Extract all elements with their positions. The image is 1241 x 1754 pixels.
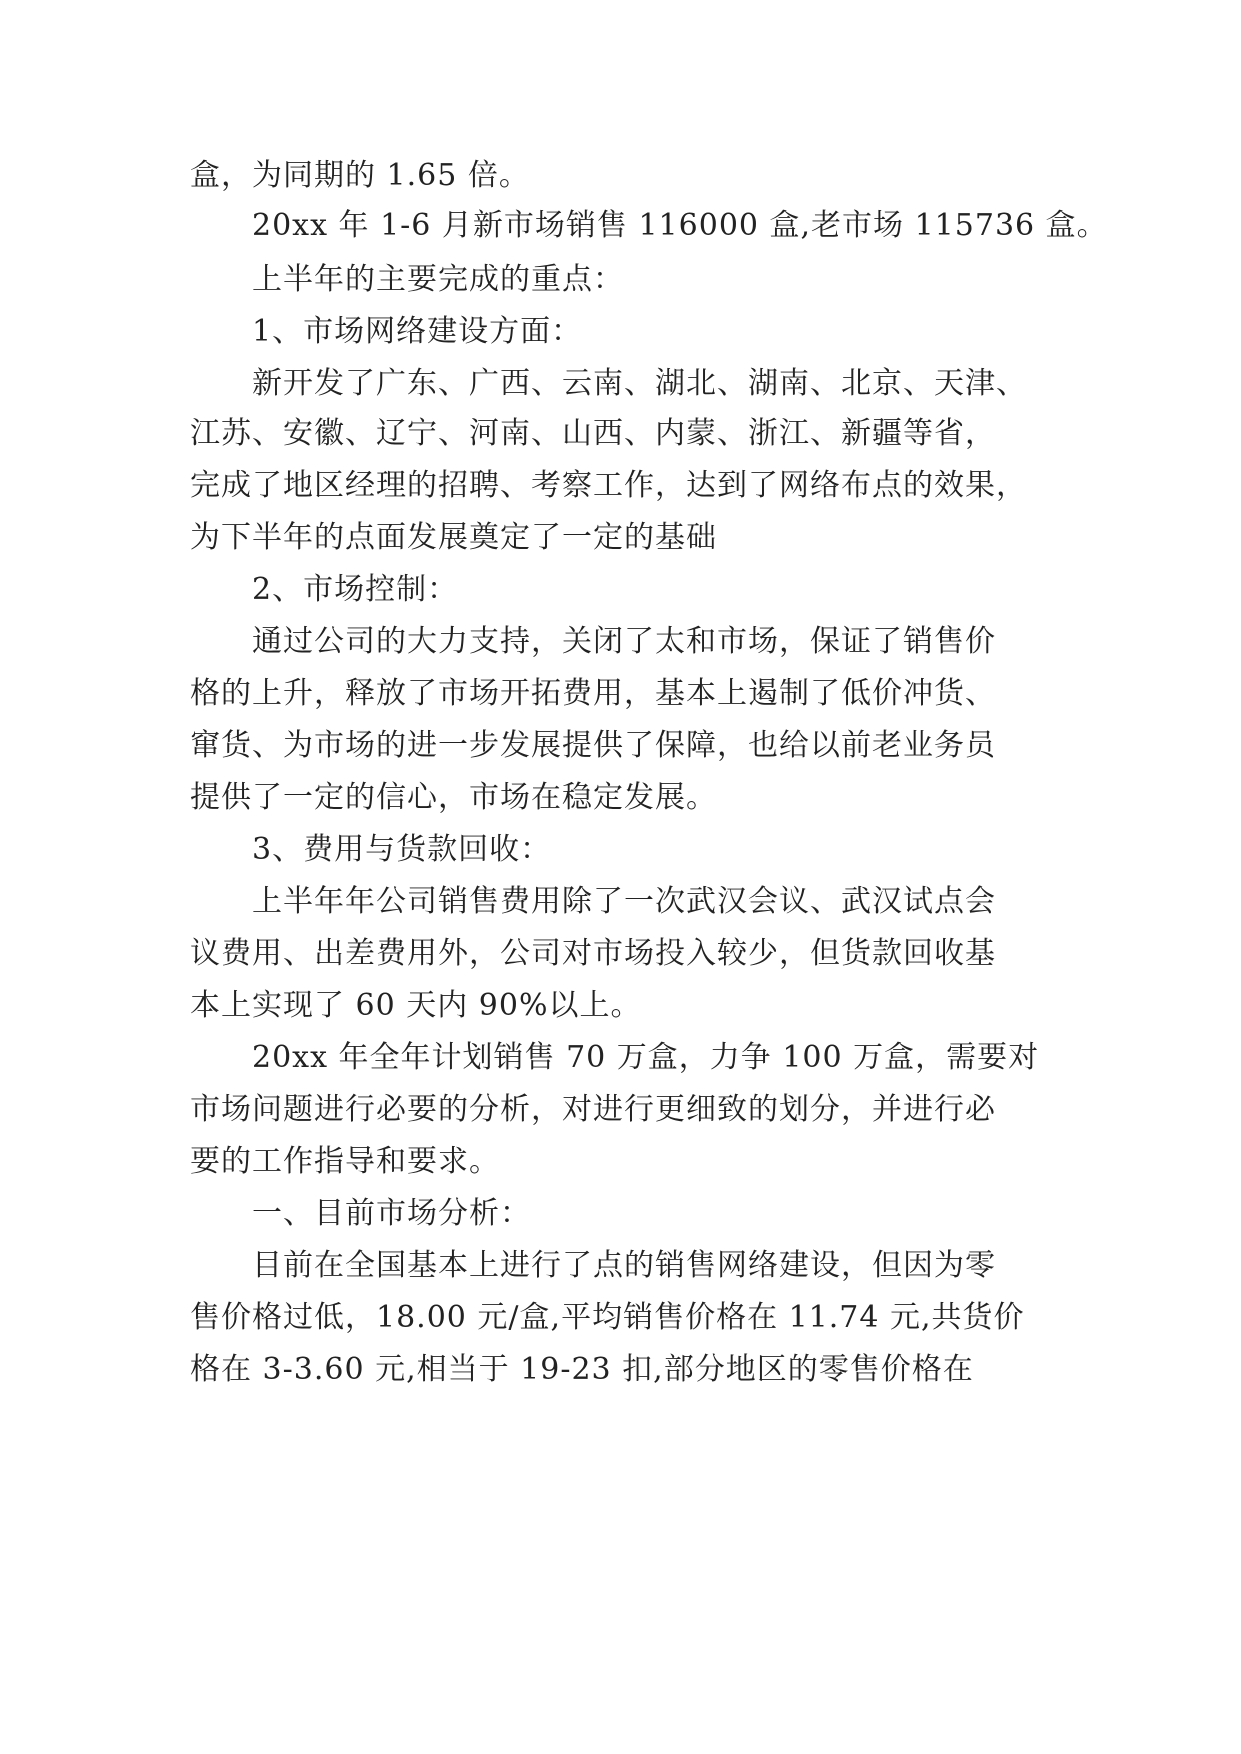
text-line-13: 提供了一定的信心，市场在稳定发展。 bbox=[190, 780, 717, 815]
text-line-22: 目前在全国基本上进行了点的销售网络建设，但因为零 bbox=[252, 1248, 996, 1283]
text-line-6: 江苏、安徽、辽宁、河南、山西、内蒙、浙江、新疆等省， bbox=[190, 416, 996, 451]
text-line-23: 售价格过低，18.00 元/盒,平均销售价格在 11.74 元,共货价 bbox=[190, 1300, 1025, 1335]
text-line-5: 新开发了广东、广西、云南、湖北、湖南、北京、天津、 bbox=[252, 366, 1027, 401]
text-line-14: 3、费用与货款回收： bbox=[252, 832, 552, 867]
text-line-16: 议费用、出差费用外，公司对市场投入较少，但货款回收基 bbox=[190, 936, 996, 971]
text-line-17: 本上实现了 60 天内 90%以上。 bbox=[190, 988, 642, 1023]
text-line-15: 上半年年公司销售费用除了一次武汉会议、武汉试点会 bbox=[252, 884, 996, 919]
text-line-19: 市场问题进行必要的分析，对进行更细致的划分，并进行必 bbox=[190, 1092, 996, 1127]
text-line-4: 1、市场网络建设方面： bbox=[252, 314, 583, 349]
text-line-18: 20xx 年全年计划销售 70 万盒，力争 100 万盒，需要对 bbox=[252, 1040, 1040, 1075]
text-line-24: 格在 3-3.60 元,相当于 19-23 扣,部分地区的零售价格在 bbox=[190, 1352, 974, 1387]
text-line-7: 完成了地区经理的招聘、考察工作，达到了网络布点的效果， bbox=[190, 468, 1027, 503]
text-line-12: 窜货、为市场的进一步发展提供了保障，也给以前老业务员 bbox=[190, 728, 996, 763]
text-line-10: 通过公司的大力支持，关闭了太和市场，保证了销售价 bbox=[252, 624, 996, 659]
text-line-11: 格的上升，释放了市场开拓费用，基本上遏制了低价冲货、 bbox=[190, 676, 996, 711]
text-line-3: 上半年的主要完成的重点： bbox=[252, 262, 624, 297]
text-line-8: 为下半年的点面发展奠定了一定的基础 bbox=[190, 520, 717, 555]
text-line-1: 盒，为同期的 1.65 倍。 bbox=[190, 158, 530, 193]
text-line-9: 2、市场控制： bbox=[252, 572, 459, 607]
text-line-2: 20xx 年 1-6 月新市场销售 116000 盒,老市场 115736 盒。 bbox=[252, 208, 1108, 243]
text-line-21: 一、目前市场分析： bbox=[252, 1196, 531, 1231]
text-line-20: 要的工作指导和要求。 bbox=[190, 1144, 500, 1179]
